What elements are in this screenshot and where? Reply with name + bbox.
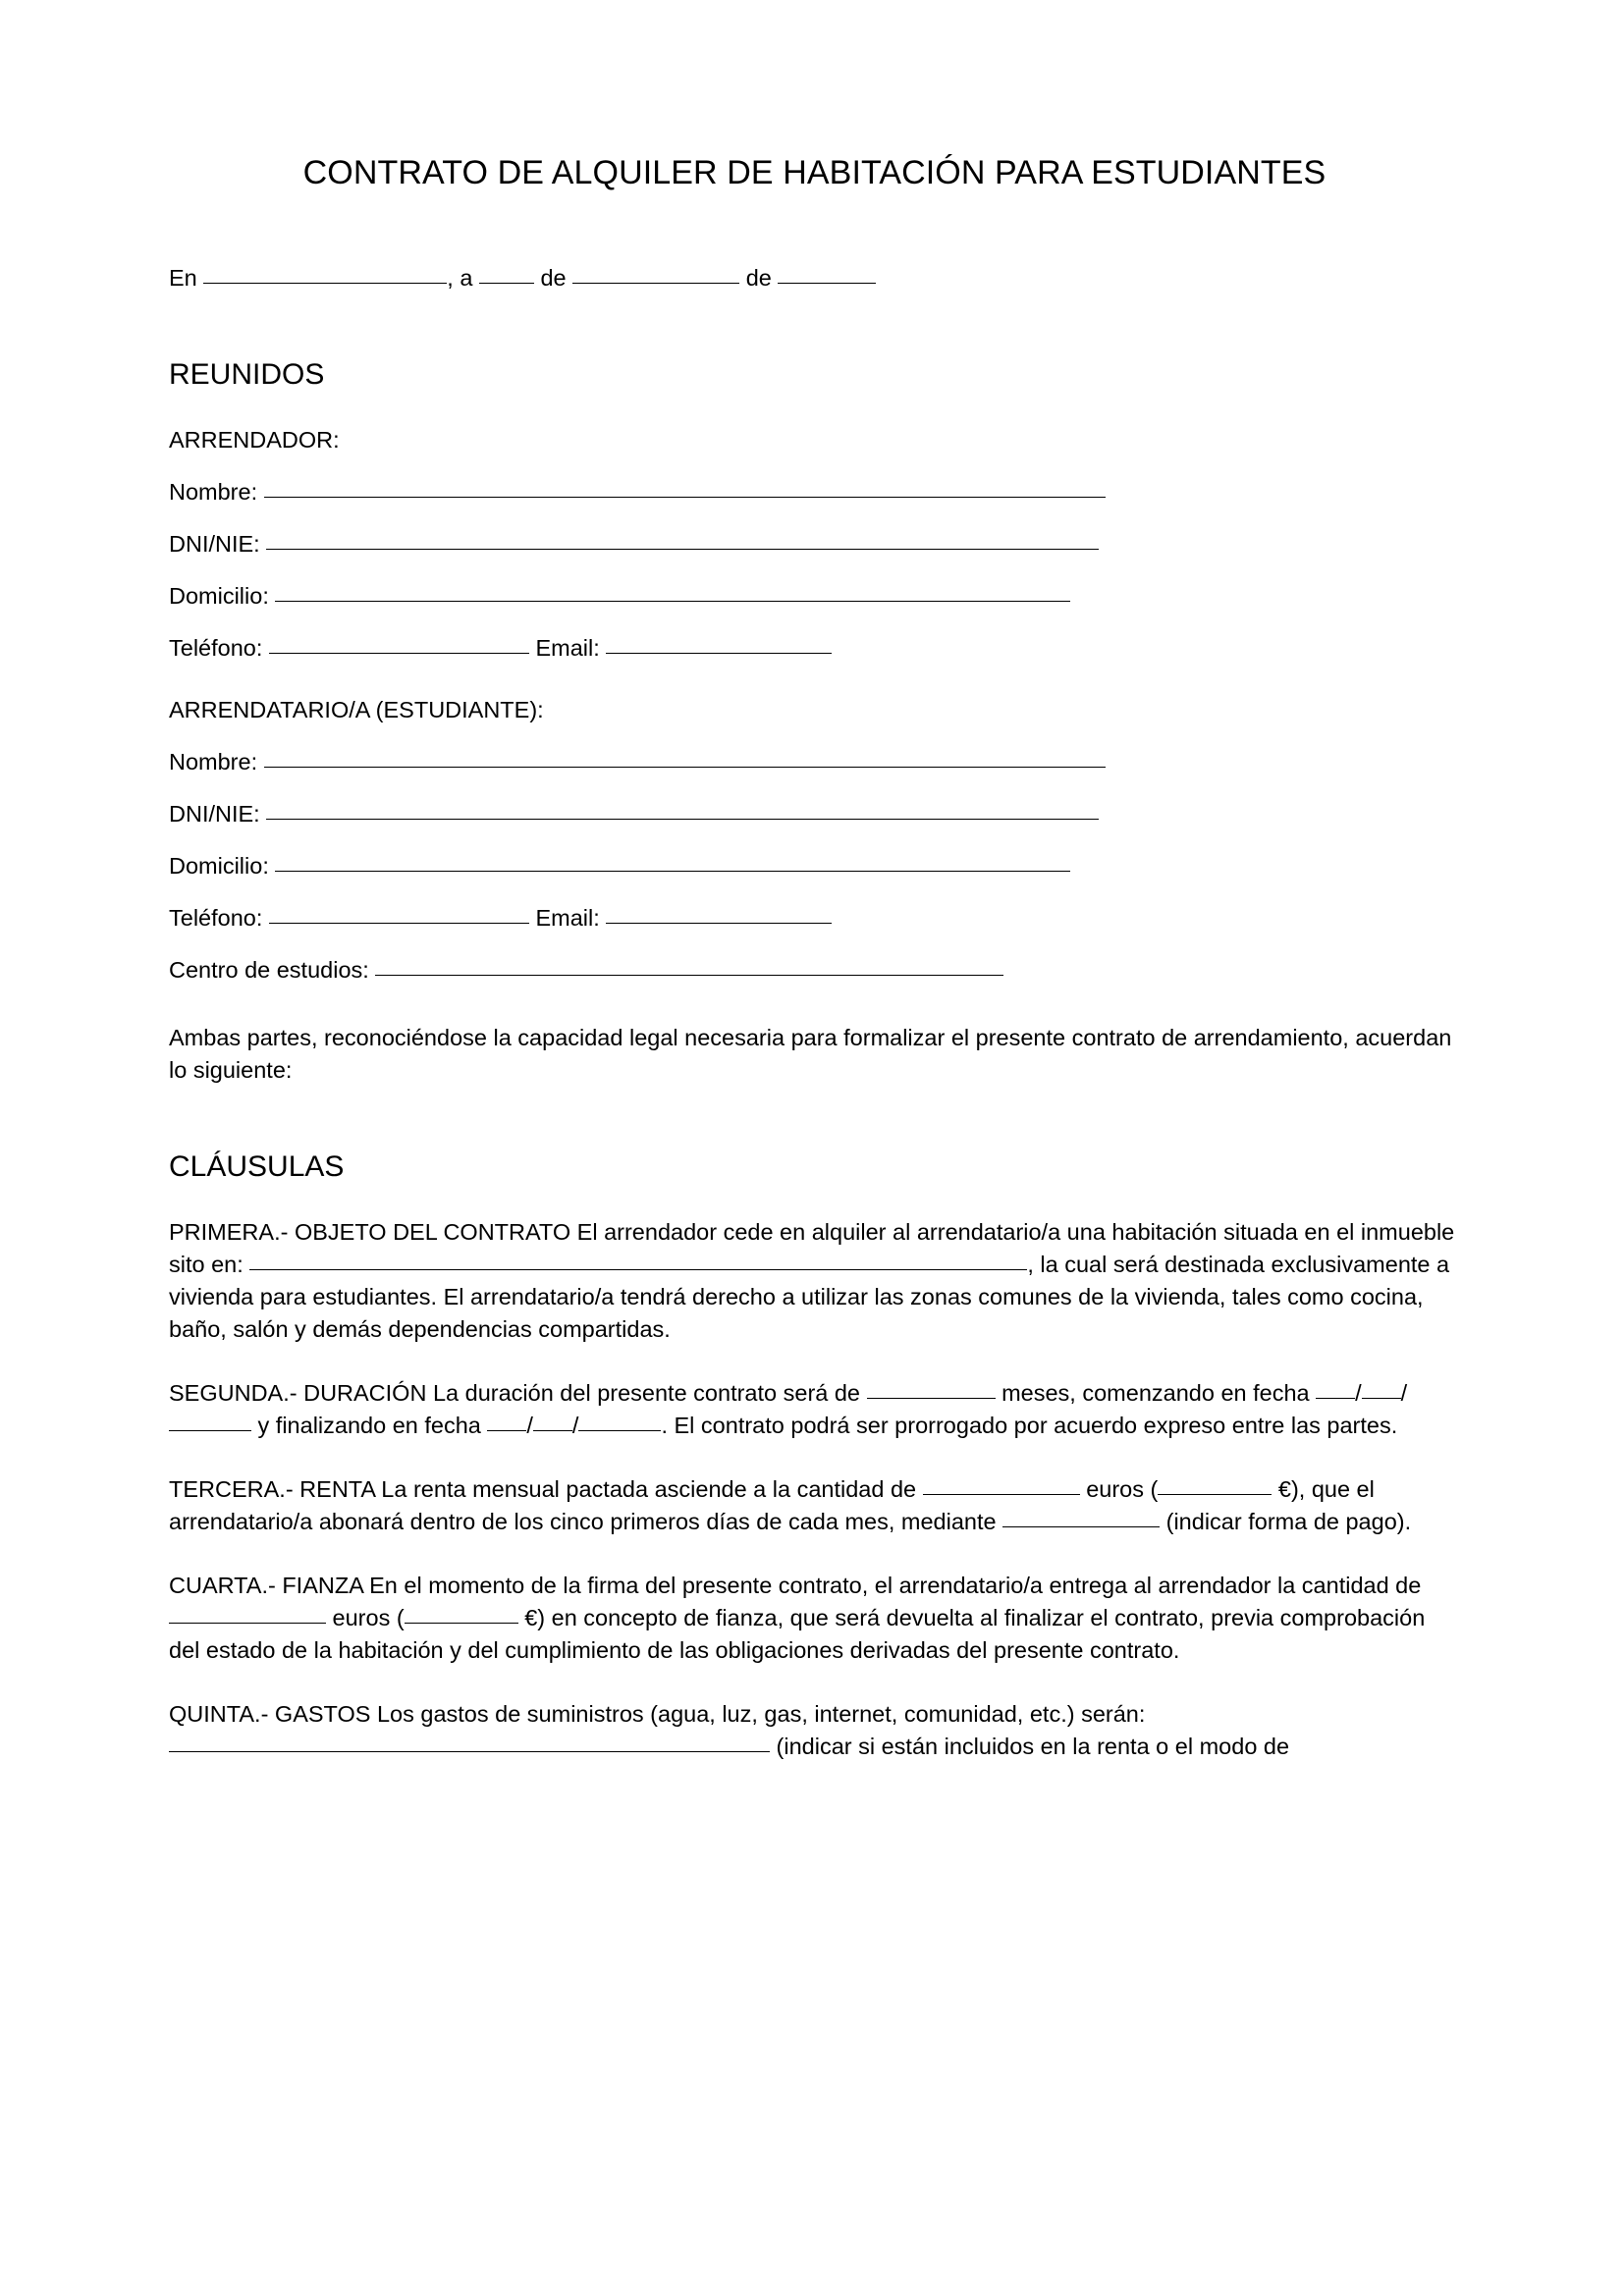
tenant-centro-estudios-label: Centro de estudios: bbox=[169, 957, 369, 983]
clause-segunda-end-day-blank[interactable] bbox=[487, 1430, 526, 1431]
landlord-domicilio-label: Domicilio: bbox=[169, 583, 269, 609]
clause-primera-address-blank[interactable] bbox=[249, 1269, 1027, 1270]
clause-segunda-text-d: . El contrato podrá ser prorrogado por acuerdo expreso entre las partes. bbox=[661, 1413, 1398, 1438]
clause-cuarta-text-b: euros ( bbox=[332, 1605, 405, 1630]
tenant-email-blank[interactable] bbox=[606, 923, 832, 924]
tenant-nombre-label: Nombre: bbox=[169, 749, 258, 774]
tenant-domicilio-blank[interactable] bbox=[275, 871, 1070, 872]
landlord-telefono-email-field bbox=[169, 613, 1460, 665]
clause-primera bbox=[169, 1187, 1460, 1346]
page-title: CONTRATO DE ALQUILER DE HABITACIÓN PARA ESTUDIANTES bbox=[302, 154, 1326, 191]
clause-cuarta-text-c: ) en concepto de fianza, que será devuelta al finalizar el contrato, previa comprobación del estado de la habitación y del cumplimiento de las obligaciones derivadas del presente contrato. bbox=[169, 1605, 1426, 1663]
clause-segunda-end-year-blank[interactable] bbox=[578, 1430, 661, 1431]
tenant-telefono-label: Teléfono: bbox=[169, 905, 263, 931]
landlord-dni-blank[interactable] bbox=[266, 549, 1099, 550]
date-after-day-label: de bbox=[540, 265, 567, 291]
clause-segunda-start-month-blank[interactable] bbox=[1362, 1398, 1401, 1399]
clause-segunda-end-month-blank[interactable] bbox=[533, 1430, 572, 1431]
tenant-dni-field bbox=[169, 778, 1460, 830]
landlord-label: ARRENDADOR: bbox=[169, 427, 340, 453]
clause-quinta-text-a: QUINTA.- GASTOS Los gastos de suministros (agua, luz, gas, internet, comunidad, etc.) serán: bbox=[169, 1701, 1146, 1727]
clause-tercera-amount-figures-blank[interactable] bbox=[1158, 1494, 1272, 1495]
tenant-nombre-blank[interactable] bbox=[264, 767, 1106, 768]
landlord-dni-label: DNI/NIE: bbox=[169, 531, 260, 557]
landlord-email-blank[interactable] bbox=[606, 653, 832, 654]
clause-quinta bbox=[169, 1667, 1460, 1763]
heading-clausulas: CLÁUSULAS bbox=[169, 1150, 345, 1183]
place-blank[interactable] bbox=[203, 283, 447, 284]
clause-cuarta-currency: € bbox=[524, 1605, 538, 1630]
clause-primera-text-b: , la cual será destinada exclusivamente a vivienda para estudiantes. El arrendatario/a tendrá derecho a utilizar las zonas comunes de la vivienda, tales como cocina, baño, salón y demás dependencias compartidas. bbox=[169, 1252, 1450, 1342]
date-place-line bbox=[169, 262, 1460, 294]
landlord-dni-field bbox=[169, 508, 1460, 561]
closing-paragraph: Ambas partes, reconociéndose la capacidad legal necesaria para formalizar el presente contrato de arrendamiento, acuerdan lo siguiente: bbox=[169, 1025, 1452, 1083]
tenant-centro-estudios-field bbox=[169, 934, 1460, 987]
date-after-month-label: de bbox=[745, 265, 772, 291]
date-after-place-label: , a bbox=[447, 265, 473, 291]
clause-cuarta-text-a: CUARTA.- FIANZA En el momento de la firma del presente contrato, el arrendatario/a entrega al arrendador la cantidad de bbox=[169, 1573, 1422, 1598]
landlord-nombre-field bbox=[169, 456, 1460, 508]
clause-segunda-slash-2: / bbox=[1400, 1380, 1408, 1406]
tenant-domicilio-field bbox=[169, 830, 1460, 882]
document-body bbox=[169, 0, 1460, 1763]
tenant-nombre-field bbox=[169, 726, 1460, 778]
landlord-email-label: Email: bbox=[535, 635, 600, 661]
clause-segunda-slash-1: / bbox=[1355, 1380, 1362, 1406]
clause-primera-text-a: PRIMERA.- OBJETO DEL CONTRATO El arrendador cede en alquiler al arrendatario/a una habitación situada en el inmueble sito en: bbox=[169, 1219, 1455, 1277]
clause-tercera-payment-method-blank[interactable] bbox=[1002, 1526, 1160, 1527]
landlord-nombre-blank[interactable] bbox=[264, 497, 1106, 498]
landlord-domicilio-field bbox=[169, 561, 1460, 613]
tenant-label: ARRENDATARIO/A (ESTUDIANTE): bbox=[169, 697, 544, 722]
day-blank[interactable] bbox=[479, 283, 534, 284]
clause-segunda-text-b: meses, comenzando en fecha bbox=[1001, 1380, 1310, 1406]
heading-reunidos: REUNIDOS bbox=[169, 358, 325, 391]
clause-cuarta bbox=[169, 1538, 1460, 1667]
tenant-email-label: Email: bbox=[535, 905, 600, 931]
clause-segunda-slash-4: / bbox=[571, 1413, 579, 1438]
clause-segunda-start-year-blank[interactable] bbox=[169, 1430, 251, 1431]
clause-cuarta-deposit-words-blank[interactable] bbox=[169, 1623, 326, 1624]
tenant-telefono-email-field bbox=[169, 882, 1460, 934]
clause-segunda-text-c: y finalizando en fecha bbox=[257, 1413, 481, 1438]
clause-quinta-utilities-blank[interactable] bbox=[169, 1751, 770, 1752]
clause-segunda-text-a: SEGUNDA.- DURACIÓN La duración del presente contrato será de bbox=[169, 1380, 861, 1406]
clause-tercera-text-d: (indicar forma de pago). bbox=[1165, 1509, 1412, 1534]
landlord-domicilio-blank[interactable] bbox=[275, 601, 1070, 602]
clause-tercera-text-c: ), que el arrendatario/a abonará dentro de los cinco primeros días de cada mes, mediante bbox=[169, 1476, 1375, 1534]
landlord-nombre-label: Nombre: bbox=[169, 479, 258, 505]
tenant-domicilio-label: Domicilio: bbox=[169, 853, 269, 879]
clause-segunda-months-blank[interactable] bbox=[867, 1398, 996, 1399]
clause-segunda-start-day-blank[interactable] bbox=[1316, 1398, 1355, 1399]
tenant-centro-estudios-blank[interactable] bbox=[375, 975, 1003, 976]
tenant-dni-blank[interactable] bbox=[266, 819, 1099, 820]
tenant-telefono-blank[interactable] bbox=[269, 923, 529, 924]
clause-segunda-slash-3: / bbox=[526, 1413, 533, 1438]
date-prefix-label: En bbox=[169, 265, 197, 291]
year-blank[interactable] bbox=[778, 283, 876, 284]
clause-segunda bbox=[169, 1346, 1460, 1442]
clause-quinta-text-b: (indicar si están incluidos en la renta o el modo de bbox=[776, 1734, 1290, 1759]
landlord-telefono-blank[interactable] bbox=[269, 653, 529, 654]
clause-tercera-text-a: TERCERA.- RENTA La renta mensual pactada asciende a la cantidad de bbox=[169, 1476, 917, 1502]
clause-tercera-text-b: euros ( bbox=[1086, 1476, 1159, 1502]
clause-cuarta-deposit-figures-blank[interactable] bbox=[405, 1623, 518, 1624]
clause-tercera-amount-words-blank[interactable] bbox=[923, 1494, 1080, 1495]
landlord-telefono-label: Teléfono: bbox=[169, 635, 263, 661]
clause-tercera bbox=[169, 1442, 1460, 1538]
tenant-dni-label: DNI/NIE: bbox=[169, 801, 260, 827]
clause-tercera-currency: € bbox=[1277, 1476, 1291, 1502]
month-blank[interactable] bbox=[572, 283, 739, 284]
